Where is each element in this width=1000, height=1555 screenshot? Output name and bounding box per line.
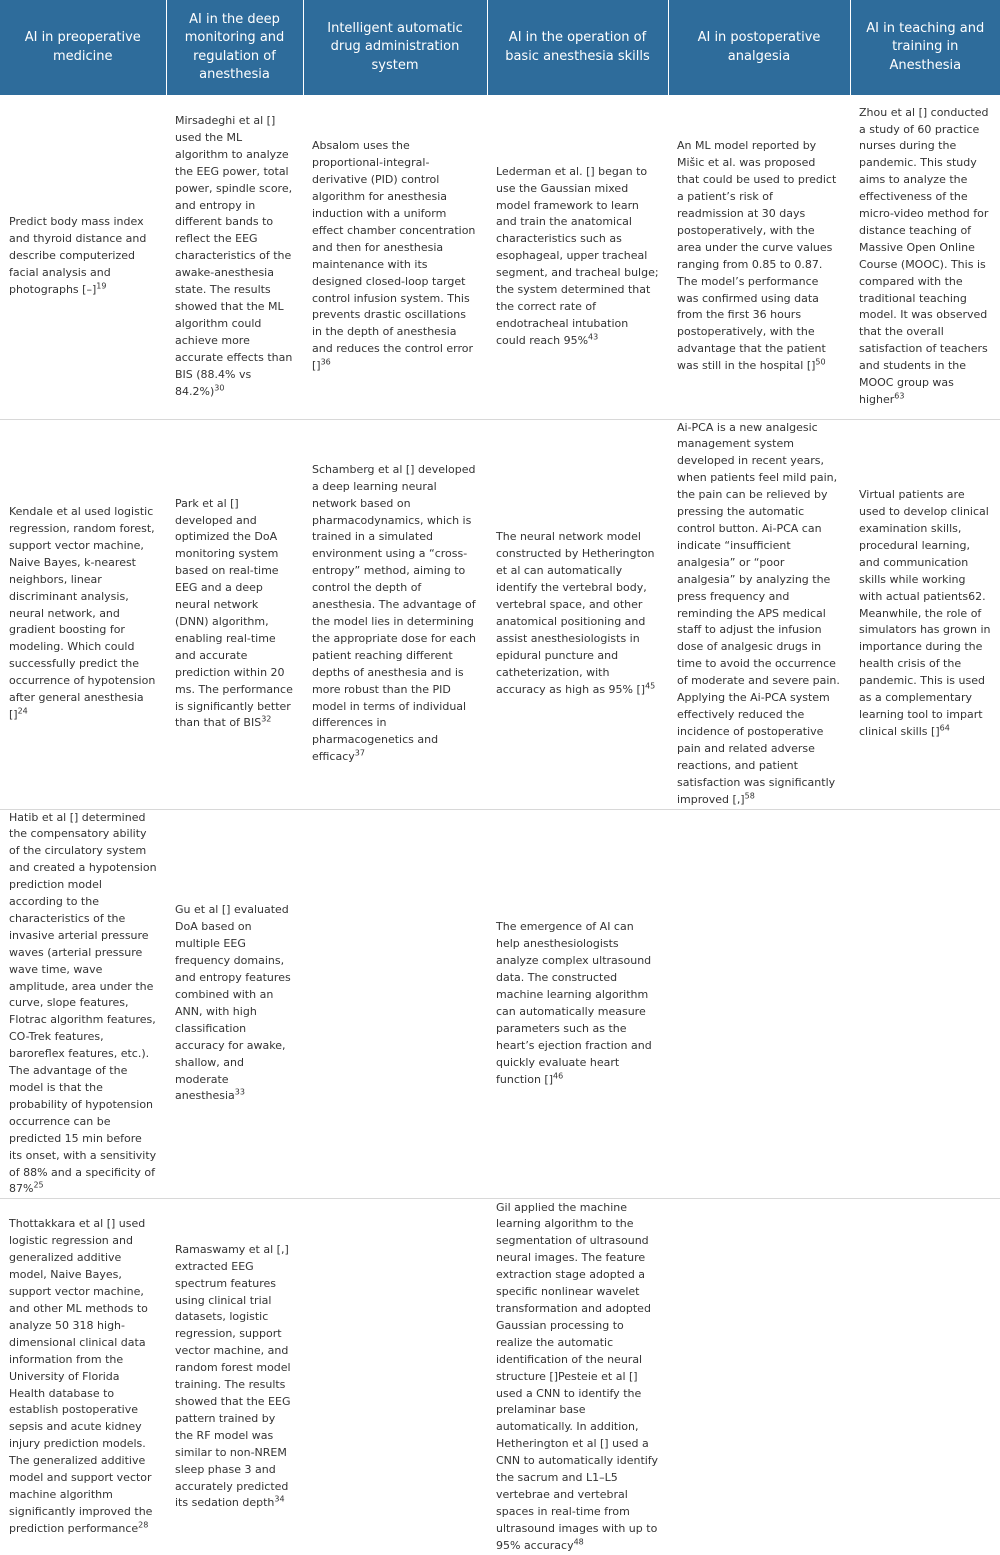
table-cell bbox=[850, 1199, 1000, 1555]
table-row bbox=[0, 419, 1000, 809]
table-row bbox=[0, 1199, 1000, 1555]
table-cell bbox=[668, 1199, 850, 1555]
table-cell: Zhou et al [] conducted a study of 60 practice nurses during the pandemic. This study aims to analyze the effectiveness of the micro-video method for distance teaching of Massive Open Online Course (MOOC). This is compared with the traditional teaching model. It was observed that the overall satisfaction of teachers and students in the MOOC group was higher$^{63}$ bbox=[850, 95, 1000, 419]
table-cell: Ai-PCA is a new analgesic management system developed in recent years, when patients feel mild pain, the pain can be relieved by pressing the automatic control button. Ai-PCA can indicate “insufficient analgesia” or “poor analgesia” by analyzing the press frequency and reminding the APS medical staff to adjust the infusion dose of analgesic drugs in time to avoid the occurrence of moderate and severe pain. Applying the Ai-PCA system effectively reduced the incidence of postoperative pain and related adverse reactions, and patient satisfaction was significantly improved [,]$^{58}$ bbox=[668, 419, 850, 809]
header-preoperative: AI in preoperative medicine bbox=[0, 0, 166, 95]
table-cell: Kendale et al used logistic regression, random forest, support vector machine, Naive Bayes, k-nearest neighbors, linear discriminant analysis, neural network, and gradient boosting for modeling. Which could successfully predict the occurrence of hypotension after general anesthesia []$^{24}$ bbox=[0, 419, 166, 809]
table-cell: Mirsadeghi et al [] used the ML algorithm to analyze the EEG power, total power, spindle score, and entropy in different bands to reflect the EEG characteristics of the awake-anesthesia state. The results showed that the ML algorithm could achieve more accurate effects than BIS (88.4% vs 84.2%)$^{30}$ bbox=[166, 95, 303, 419]
table-cell: Absalom uses the proportional-integral-derivative (PID) control algorithm for anesthesia induction with a uniform effect chamber concentration and then for anesthesia maintenance with its designed closed-loop target control infusion system. This prevents drastic oscillations in the depth of anesthesia and reduces the control error []$^{36}$ bbox=[303, 95, 487, 419]
table-cell bbox=[303, 1199, 487, 1555]
header-basic-skills: AI in the operation of basic anesthesia skills bbox=[487, 0, 668, 95]
table-cell: An ML model reported by Mišic et al. was proposed that could be used to predict a patient’s risk of readmission at 30 days postoperatively, with the area under the curve values ranging from 0.85 to 0.87. The model’s performance was confirmed using data from the first 36 hours postoperatively, with the advantage that the patient was still in the hospital []$^{50}$ bbox=[668, 95, 850, 419]
table-cell: Predict body mass index and thyroid distance and describe computerized facial analysis and photographs $[-]^{19}$ bbox=[0, 95, 166, 419]
table-cell: Schamberg et al [] developed a deep learning neural network based on pharmacodynamics, which is trained in a simulated environment using a “cross-entropy” method, aiming to control the depth of anesthesia. The advantage of the model lies in determining the appropriate dose for each patient reaching different depths of anesthesia and is more robust than the PID model in terms of individual differences in pharmacogenetics and efficacy$^{37}$ bbox=[303, 419, 487, 809]
table-row bbox=[0, 95, 1000, 419]
header-row bbox=[0, 0, 1000, 95]
table-cell: Ramaswamy et al [,] extracted EEG spectrum features using clinical trial datasets, logistic regression, support vector machine, and random forest model training. The results showed that the EEG pattern trained by the RF model was similar to non-NREM sleep phase 3 and accurately predicted its sedation depth$^{34}$ bbox=[175, 1242, 291, 1510]
header-deep-monitoring: AI in the deep monitoring and regulation of anesthesia bbox=[166, 0, 303, 95]
header-teaching-training: AI in teaching and training in Anesthesia bbox=[850, 0, 1000, 95]
table-cell: Virtual patients are used to develop clinical examination skills, procedural learning, and communication skills while working with actual patients62. Meanwhile, the role of simulators has grown in importance during the health crisis of the pandemic. This is used as a complementary learning tool to impart clinical skills []$^{64}$ bbox=[850, 419, 1000, 809]
table-cell: The neural network model constructed by Hetherington et al can automatically identify the vertebral body, vertebral space, and other anatomical positioning and assist anesthesiologists in epidural puncture and catheterization, with accuracy as high as 95% []$^{45}$ bbox=[487, 419, 668, 809]
table-cell bbox=[303, 809, 487, 1199]
table-cell bbox=[668, 809, 850, 1199]
header-postoperative-analgesia: AI in postoperative analgesia bbox=[668, 0, 850, 95]
header-drug-administration: Intelligent automatic drug administration system bbox=[303, 0, 487, 95]
table-cell: Lederman et al. [] began to use the Gaussian mixed model framework to learn and train the anatomical characteristics such as esophageal, upper tracheal segment, and tracheal bulge; the system determined that the correct rate of endotracheal intubation could reach 95%$^{43}$ bbox=[487, 95, 668, 419]
table-cell bbox=[850, 809, 1000, 1199]
table-cell: Gu et al [] evaluated DoA based on multiple EEG frequency domains, and entropy features combined with an ANN, with high classification accuracy for awake, shallow, and moderate anesthesia$^{33}$ bbox=[166, 809, 303, 1199]
table-cell: Gil applied the machine learning algorithm to the segmentation of ultrasound neural images. The feature extraction stage adopted a specific nonlinear wavelet transformation and adopted Gaussian processing to realize the automatic identification of the neural structure []Pesteie et al [] used a CNN to identify the prelaminar base automatically. In addition, Hetherington et al [] used a CNN to automatically identify the sacrum and L1–L5 vertebrae and vertebral spaces in real-time from ultrasound images with up to 95% accuracy$^{48}$ bbox=[496, 1200, 658, 1552]
table-cell: Thottakkara et al [] used logistic regression and generalized additive model, Naive Bayes, support vector machine, and other ML methods to analyze 50 318 high-dimensional clinical data information from the University of Florida Health database to establish postoperative sepsis and acute kidney injury prediction models. The generalized additive model and support vector machine algorithm significantly improved the prediction performance$^{28}$ bbox=[9, 1217, 153, 1535]
table-row bbox=[0, 809, 1000, 1199]
table-cell: Park et al [] developed and optimized the DoA monitoring system based on real-time EEG and a deep neural network (DNN) algorithm, enabling real-time and accurate prediction within 20 ms. The performance is significantly better than that of BIS$^{32}$ bbox=[166, 419, 303, 809]
table-cell: Hatib et al [] determined the compensatory ability of the circulatory system and created a hypotension prediction model according to the characteristics of the invasive arterial pressure waves (arterial pressure wave time, wave amplitude, area under the curve, slope features, Flotrac algorithm features, CO-Trek features, baroreflex features, etc.). The advantage of the model is that the probability of hypotension occurrence can be predicted 15 min before its onset, with a sensitivity of 88% and a specificity of 87%$^{25}$ bbox=[0, 809, 166, 1199]
table-cell: The emergence of AI can help anesthesiologists analyze complex ultrasound data. The constructed machine learning algorithm can automatically measure parameters such as the heart’s ejection fraction and quickly evaluate heart function []$^{46}$ bbox=[487, 809, 668, 1199]
